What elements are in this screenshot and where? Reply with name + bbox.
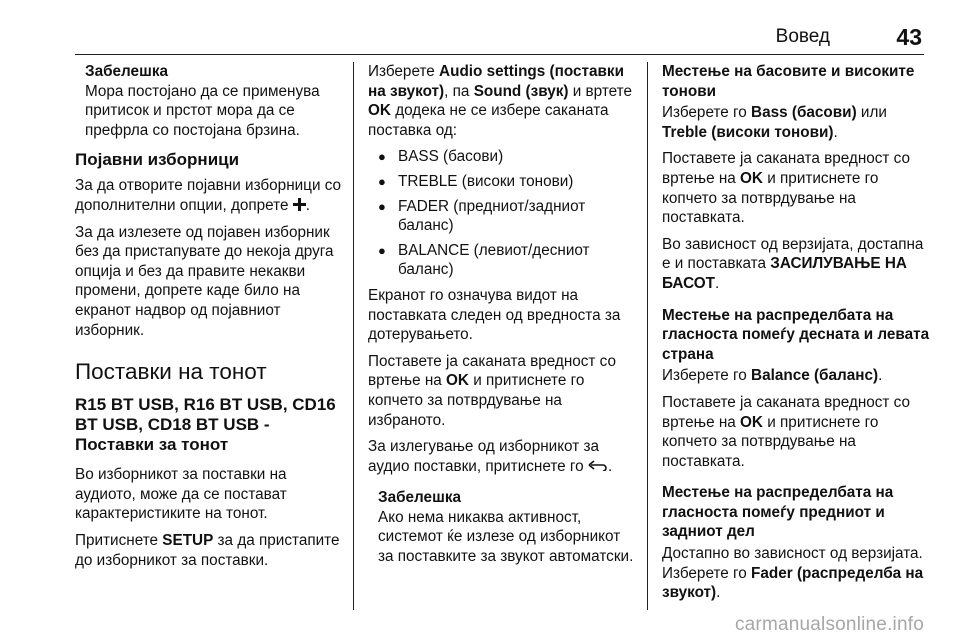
page-header [0, 0, 960, 60]
fader-heading: Местење на распределбата на гласноста помеѓу предниот и задниот дел [662, 484, 894, 541]
back-arrow-icon [588, 459, 608, 471]
tone-intro-paragraph: Во изборникот за поставки на аудиото, може да се постават карактеристиките на тонот. [75, 466, 287, 523]
set-bass-paragraph: Поставете ја саканата вредност со вртење на OK и притиснете го копчето за потврдување на поставката. [662, 150, 911, 227]
settings-list [368, 147, 636, 280]
bass-boost-paragraph: Во зависност од верзијата, достапна е и поставката ЗАСИЛУВАЊЕ НА БАСОТ. [662, 235, 924, 292]
bass-treble-heading: Местење на басовите и високите тонови [662, 63, 915, 100]
tone-settings-heading: Поставки на тонот [75, 359, 267, 385]
set-value-paragraph: Поставете ја саканата вредност со вртење на OK и притиснете го копчето за потврдување на избраното. [368, 352, 617, 429]
list-item: ● BALANCE (левиот/десниот баланс) [378, 241, 590, 279]
balance-heading: Местење на распределбата на гласноста помеѓу десната и левата страна [662, 306, 930, 363]
select-balance-paragraph: Изберете го Balance (баланс). [662, 367, 883, 385]
exit-paragraph: За излегување од изборникот за аудио поставки, притиснете го . [368, 438, 613, 475]
chapter-title: Вовед [775, 26, 830, 47]
plus-icon [293, 198, 306, 211]
setup-button-label: SETUP [162, 531, 214, 549]
set-balance-paragraph: Поставете ја саканата вредност со вртење на OK и притиснете го копчето за потврдување на поставката. [662, 393, 911, 470]
page-number: 43 [896, 24, 922, 50]
note-box [368, 488, 636, 566]
setup-paragraph: Притиснете SETUP за да пристапите до изборникот за поставки. [75, 531, 340, 569]
column-divider-1 [353, 62, 354, 610]
select-audio-paragraph: Изберете Audio settings (поставки на звукот), па Sound (звук) и вртете OK додека не се избере саканата поставка од: [368, 63, 633, 139]
popup-menus-heading: Појавни изборници [75, 150, 240, 170]
note-text: Ако нема никаква активност, системот ќе излезе од изборникот за поставките за звукот автоматски. [378, 508, 634, 566]
list-item: ● TREBLE (високи тонови) [378, 172, 574, 190]
header-rule [75, 54, 924, 55]
column-2 [368, 62, 636, 576]
display-paragraph: Екранот го означува видот на поставката следен од вредноста за дотерувањето. [368, 286, 621, 344]
select-bass-paragraph: Изберете го Bass (басови) или Treble (високи тонови). [662, 104, 887, 141]
note-heading: Забелешка [85, 63, 168, 80]
column-divider-2 [647, 62, 648, 610]
list-item: ● FADER (предниот/задниот баланс) [378, 197, 586, 235]
popup-exit-paragraph: За да излезете од појавен изборник без да пристапувате до некоја друга опција и без да правите некакви промени, допрете каде било на екранот надвор од појавниот изборник. [75, 223, 334, 339]
column-1 [75, 62, 343, 577]
column-3 [662, 62, 930, 610]
note-heading: Забелешка [378, 489, 461, 507]
watermark: carmanualsonline.info [734, 614, 924, 635]
note-text: Мора постојано да се применува притисок и прстот мора да се префрла со постојана брзина. [85, 82, 320, 139]
list-item: ● BASS (басови) [378, 148, 504, 166]
models-subheading: R15 BT USB, R16 BT USB, CD16 BT USB, CD18 BT USB - Поставки за тонот [75, 395, 336, 455]
popup-open-paragraph: За да отворите појавни изборници со дополнителни опции, допрете . [75, 177, 342, 214]
note-box [75, 62, 343, 140]
fader-paragraph: Достапно во зависност од верзијата. Изберете го Fader (распределба на звукот). [662, 545, 924, 602]
